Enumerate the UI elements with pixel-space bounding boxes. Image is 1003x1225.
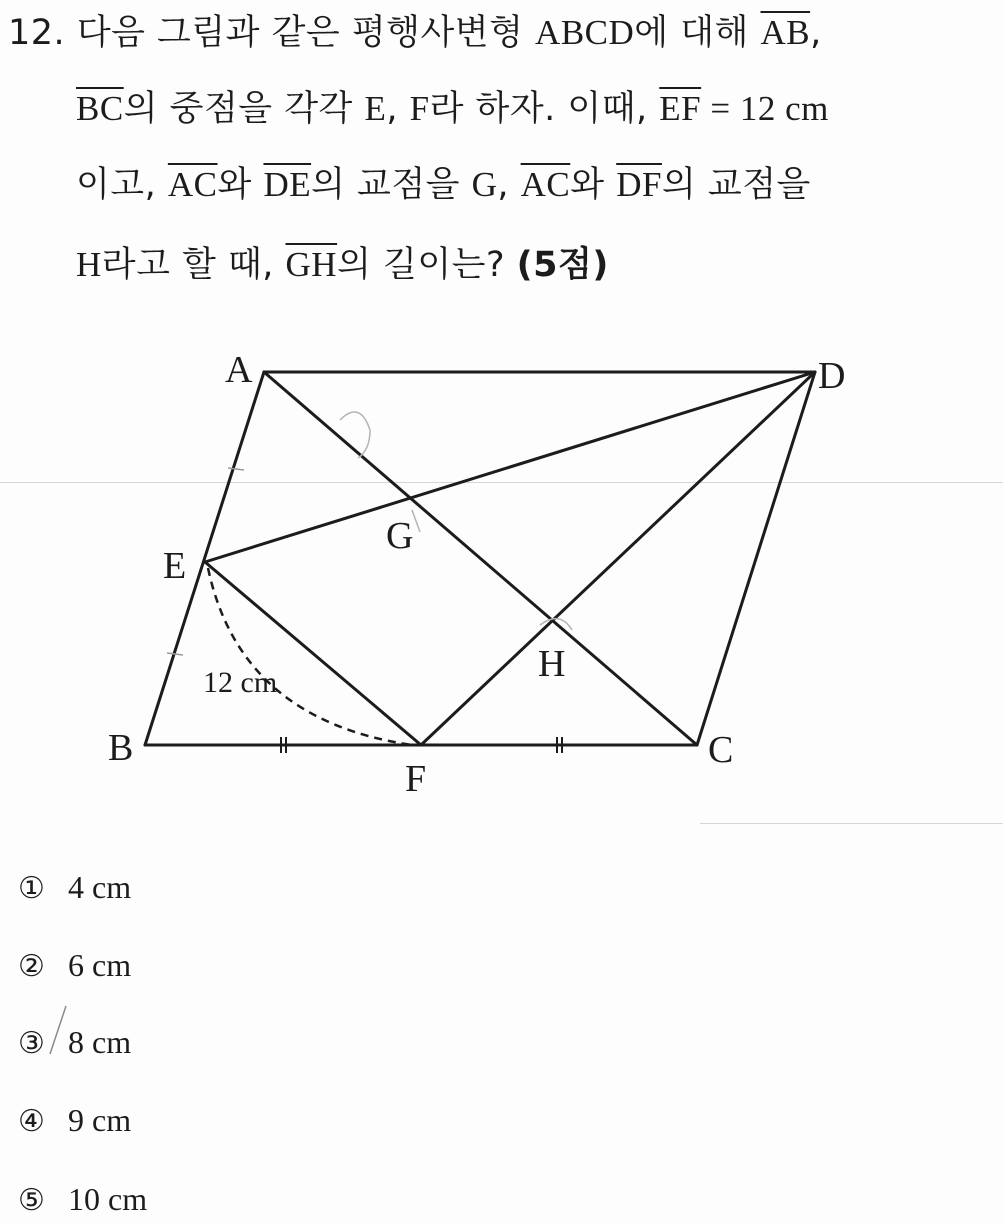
question-text: , [386,89,410,129]
choice-text: 4 cm [68,869,132,905]
segment-df: $\overline{DF}$ [616,165,662,204]
label-g: G [386,515,414,557]
tick-mark [228,468,244,470]
choice-number: ③ [18,1026,45,1061]
parallelogram-name: ABCD [535,13,635,52]
label-a: A [225,349,253,391]
choice-1[interactable] [18,867,131,909]
segment-ef: $\overline{EF}$ [659,89,702,128]
choice-number: ② [18,949,45,984]
choice-5[interactable] [18,1179,147,1221]
pencil-check-mark [38,1002,78,1062]
choice-number: ⑤ [18,1183,45,1218]
segment-ef-line [205,562,421,745]
choice-text: 9 cm [68,1102,132,1138]
question-text: 의 교점을 [661,165,811,205]
question-text: , [497,165,521,205]
choice-text: 8 cm [68,1024,132,1060]
question-text: 다음 그림과 같은 평행사변형 [76,13,536,53]
question-text: 의 중점을 각각 [123,89,365,129]
label-h: H [538,643,566,685]
question-text: 이고, [76,165,168,205]
question-text: 에 대해 [634,13,761,53]
choice-number: ① [18,871,45,906]
choice-2[interactable] [18,945,131,987]
label-e: E [163,545,187,587]
point-g: G [471,165,498,204]
segment-ac: $\overline{AC}$ [167,165,218,204]
choice-text: 6 cm [68,947,132,983]
label-f: F [405,758,427,800]
segment-bc: $\overline{BC}$ [76,89,124,128]
label-b: B [108,727,134,769]
question-text: 라 하자. 이때, [429,89,660,129]
point-f: F [409,89,430,128]
point-e: E [364,89,387,128]
question-text: 의 교점을 [311,165,472,205]
segment-ac: $\overline{AC}$ [520,165,571,204]
segment-ab: $\overline{AB}$ [760,13,811,52]
question-text: 와 [570,165,617,205]
question-text: 와 [217,165,264,205]
label-c: C [708,729,734,771]
question-text: , [810,13,822,53]
question-number: 12. [8,13,66,53]
choice-text: 10 cm [68,1181,148,1217]
point-h: H [76,245,102,284]
question-text: 라고 할 때, [101,245,286,285]
choice-4[interactable] [18,1100,131,1142]
ef-length-label: 12 cm [203,666,278,699]
segment-de: $\overline{DE}$ [263,165,312,204]
segment-gh: $\overline{GH}$ [285,245,338,284]
tick-mark [167,653,183,655]
label-d: D [818,355,846,397]
points-badge: (5점) [516,245,609,285]
question-text: 의 길이는? [337,245,517,285]
choice-number: ④ [18,1104,45,1139]
ef-length: = 12 cm [701,89,829,128]
ef-length-arc [208,568,412,745]
